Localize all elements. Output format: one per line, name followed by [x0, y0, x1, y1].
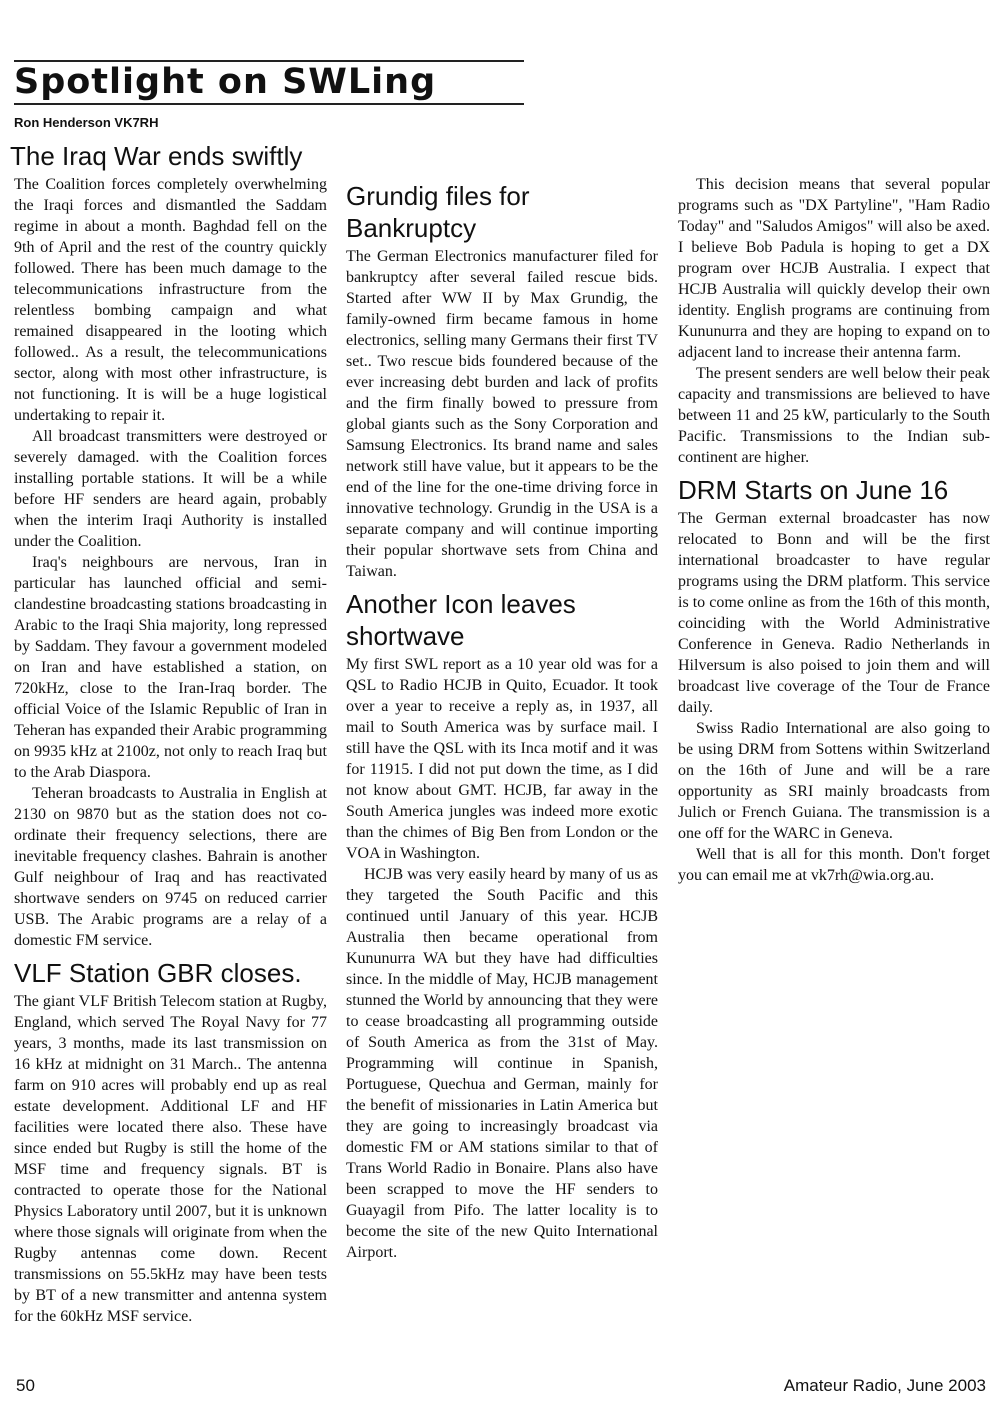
paragraph: The German Electronics manufacturer filed for bankruptcy after several failed rescue bids. Started after WW II by Max Grundig, the family-owned firm became famous in home electronics, selling many Germans their first TV set.. Two rescue bids foundered because of the ever increasing debt burden and lack of profits and the firm finally bowed to pressure from global giants such as the Sony Corporation and Samsung Electronics. Its brand name and sales network still have value, but it appears to be the end of the line for the one-time driving force in innovative technology. Grundig in the USA is a separate company and will continue importing their popular shortwave sets from China and Taiwan.	[346, 248, 658, 580]
paragraph: My first SWL report as a 10 year old was for a QSL to Radio HCJB in Quito, Ecuador. It took over a year to receive a reply as, in 1937, all mail to South America was by surface mail. I still have the QSL with its Inca motif and it was for 11915. I did not put down the time, as I did not know about GMT. HCJB, far away in the South America jungles was indeed more exotic than the chimes of Big Ben from London or the VOA in Washington.	[346, 656, 658, 862]
article-heading-iraq-war: The Iraq War ends swiftly	[10, 141, 303, 171]
column-1	[14, 174, 327, 1327]
article-heading-grundig: Grundig files for Bankruptcy	[346, 181, 530, 243]
paragraph: The Coalition forces completely overwhelming the Iraqi forces and dismantled the Saddam regime in about a month. Baghdad fell on the 9th of April and the rest of the country quickly followed. There has been much damage to the telecommunications infrastructure from the relentless bombing campaign and what remained disappeared in the looting which followed.. As a result, the telecommunications sector, along with most other infrastructure, is not functioning. It is will be a huge logistical undertaking to repair it.	[14, 176, 327, 424]
paragraph: Iraq's neighbours are nervous, Iran in particular has launched official and semi-clandestine broadcasting stations broadcasting in Arabic to the Iraqi Shia majority, long repressed by Saddam. They favour a government modeled on Iran and have established a station, on 720kHz, close to the Iran-Iraq border. The official Voice of the Islamic Republic of Iran in Teheran has expanded their Arabic programming on 9935 kHz at 2100z, not only to reach Iraq but to the Arab Diaspora.	[14, 554, 327, 781]
paragraph: Well that is all for this month. Don't forget you can email me at vk7rh@wia.org.au.	[678, 846, 990, 884]
paragraph: HCJB was very easily heard by many of us as they targeted the South Pacific and this continued until January of this year. HCJB Australia then became operational from Kununurra WA but they have had difficulties since. In the middle of May, HCJB management stunned the World by announcing that they were to cease broadcasting all programming outside of South America as from the 31st of May. Programming will continue in Spanish, Portuguese, Quechua and German, mainly for the benefit of missionaries in Latin America but they are going to increasingly broadcast via domestic FM or AM stations similar to that of Trans World Radio in Bonaire. Plans also have been scrapped to move the HF senders to Guayagil from Pifo. The latter locality is to become the site of the new Quito International Airport.	[346, 866, 658, 1261]
masthead-rule	[14, 103, 524, 105]
publication-footer: Amateur Radio, June 2003	[783, 1376, 986, 1395]
paragraph: This decision means that several popular programs such as "DX Partyline", "Ham Radio Today" and "Saludos Amigos" will also be axed. I believe Bob Padula is hoping to get a DX program over HCJB Australia. I expect that HCJB Australia will quickly develop their own identity. English programs are continuing from Kununurra and they are hoping to expand on to adjacent land to increase their antenna farm.	[678, 176, 990, 361]
author-byline: Ron Henderson VK7RH	[14, 115, 159, 130]
article-heading-drm: DRM Starts on June 16	[678, 475, 949, 505]
paragraph: The German external broadcaster has now relocated to Bonn and will be the first international broadcaster to have regular programs using the DRM platform. This service is to come online as from the 16th of this month, coinciding with the World Administrative Conference in Geneva. Radio Netherlands in Hilversum is also poised to join them and will broadcast live coverage of the Tour de France daily.	[678, 510, 990, 716]
paragraph: The giant VLF British Telecom station at Rugby, England, which served The Royal Navy for 77 years, 3 months, made its last transmission on 16 kHz at midnight on 31 March.. The antenna farm on 910 acres will probably end up as real estate development. Additional LF and HF facilities were located there also. These have since ended but Rugby is still the home of the MSF time and frequency signals. BT is contracted to operate those for the National Physics Laboratory until 2007, but it is unknown where those signals will originate from when the Rugby antennas come down. Recent transmissions on 55.5kHz may have been tests by BT of a new transmitter and antenna system for the 60kHz MSF service.	[14, 993, 327, 1325]
column-3	[678, 174, 990, 886]
paragraph: Teheran broadcasts to Australia in English at 2130 on 9870 but as the station does not co-ordinate their frequency selections, there are inevitable frequency clashes. Bahrain is another Gulf neighbour of Iraq and has reactivated shortwave senders on 9745 on reduced carrier USB. The Arabic programs are a relay of a domestic FM service.	[14, 785, 327, 949]
page-number: 50	[16, 1376, 35, 1395]
masthead-title: Spotlight on SWLing	[14, 62, 437, 102]
paragraph: All broadcast transmitters were destroyed or severely damaged. with the Coalition forces installing portable stations. It will be a while before HF senders are heard again, probably when the interim Iraqi Authority is installed under the Coalition.	[14, 428, 327, 550]
paragraph: The present senders are well below their peak capacity and transmissions are believed to have between 11 and 25 kW, particularly to the South Pacific. Transmissions to the Indian sub-continent are higher.	[678, 365, 990, 466]
column-2	[346, 174, 658, 1263]
article-heading-another-icon: Another Icon leaves shortwave	[346, 589, 576, 651]
paragraph: Swiss Radio International are also going to be using DRM from Sottens within Switzerland on the 16th of June and will be a rare opportunity as SRI mainly broadcasts from Julich or French Guiana. The transmission is a one off for the WARC in Geneva.	[678, 720, 990, 842]
article-heading-vlf-gbr: VLF Station GBR closes.	[14, 958, 302, 988]
